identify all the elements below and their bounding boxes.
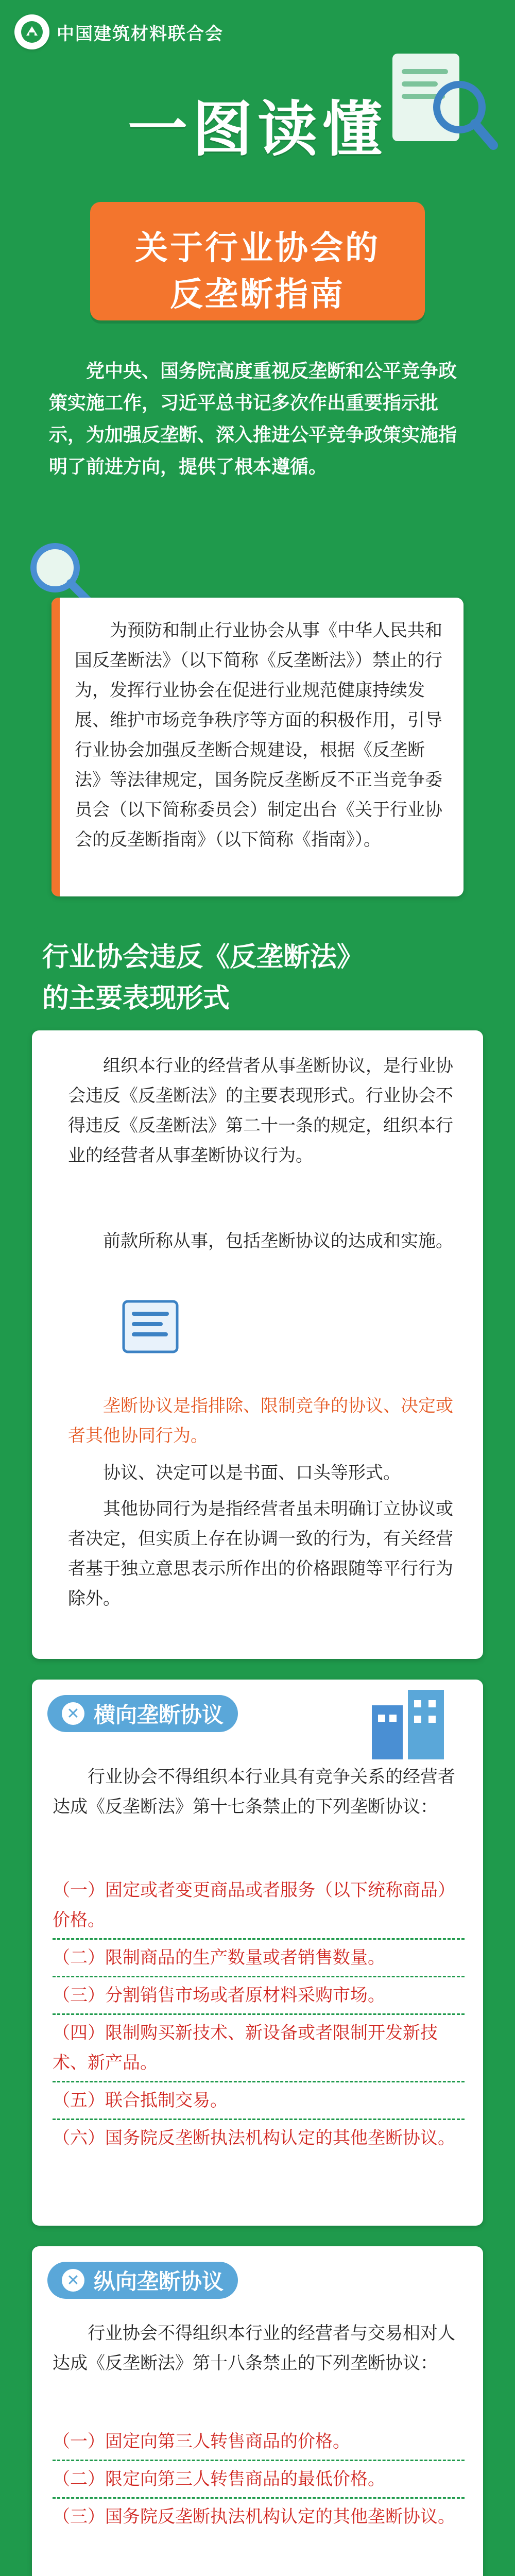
- item-divider: [53, 2119, 465, 2120]
- close-icon: ✕: [62, 1702, 84, 1725]
- item-divider: [53, 2497, 465, 2499]
- item-divider: [53, 2460, 465, 2461]
- banner-title-line-2: 反垄断指南: [170, 276, 345, 314]
- vertical-item-list: [53, 2427, 465, 2532]
- section1-title-line-1: 行业协会违反《反垄断法》: [42, 942, 364, 973]
- horizontal-badge: [47, 1695, 238, 1732]
- horizontal-item: （三）分割销售市场或者原材料采购市场。: [53, 1985, 385, 2006]
- background-paragraph: 为预防和制止行业协会从事《中华人民共和国反垄断法》（以下简称《反垄断法》）禁止的行为，发挥行业协会在促进行业规范健康持续发展、维护市场竞争秩序等方面的积极作用，引导行业协会加强反垄断合规建设，根据《反垄断法》等法律规定，国务院反垄断反不正当竞争委员会（以下简称委员会）制定出台《关于行业协会的反垄断指南》（以下简称《指南》）。: [75, 620, 442, 850]
- item-divider: [53, 1938, 465, 1940]
- horizontal-item: （一）固定或者变更商品或者服务（以下统称商品）价格。: [53, 1880, 455, 1930]
- buildings-icon: [367, 1685, 449, 1762]
- document-icon: [119, 1298, 181, 1355]
- hero-title: 一图读懂: [128, 95, 387, 164]
- horizontal-item: （二）限制商品的生产数量或者销售数量。: [53, 1947, 385, 1968]
- card-accent-edge: [52, 598, 60, 896]
- vertical-item: （一）固定向第三人转售商品的价格。: [53, 2431, 350, 2452]
- logo-text: 中国建筑材料联合会: [57, 23, 224, 44]
- document-magnifier-icon: [372, 44, 501, 158]
- section1-header: [32, 927, 504, 1028]
- section1-title-line-2: 的主要表现形式: [42, 983, 230, 1014]
- section1-paragraph-2: 前款所称从事，包括垄断协议的达成和实施。: [103, 1231, 453, 1251]
- banner-title-line-1: 关于行业协会的: [135, 229, 380, 267]
- background-card: [52, 598, 464, 896]
- item-divider: [53, 2013, 465, 2015]
- organization-logo: [14, 14, 224, 49]
- vertical-lead: 行业协会不得组织本行业的经营者与交易相对人达成《反垄断法》第十八条禁止的下列垄断协议：: [53, 2323, 455, 2374]
- section1-card: [32, 1030, 483, 1659]
- vertical-card: [32, 2246, 483, 2576]
- vertical-item: （三）国务院反垄断执法机构认定的其他垄断协议。: [53, 2506, 455, 2527]
- horizontal-badge-label: 横向垄断协议: [94, 1702, 224, 1727]
- section1-paragraph-4: 协议、决定可以是书面、口头等形式。: [103, 1463, 401, 1483]
- vertical-badge-label: 纵向垄断协议: [94, 2269, 224, 2294]
- close-icon: ✕: [62, 2269, 84, 2292]
- logo-icon: [14, 14, 49, 49]
- intro-paragraph: 党中央、国务院高度重视反垄断和公平竞争政策实施工作，习近平总书记多次作出重要指示批示，为加强反垄断、深入推进公平竞争政策实施指明了前进方向，提供了根本遵循。: [49, 361, 457, 478]
- section1-paragraph-3: 垄断协议是指排除、限制竞争的协议、决定或者其他协同行为。: [68, 1396, 453, 1446]
- horizontal-item: （五）联合抵制交易。: [53, 2090, 228, 2111]
- horizontal-card: [32, 1680, 483, 2226]
- horizontal-item-list: [53, 1875, 465, 2153]
- horizontal-item: （六）国务院反垄断执法机构认定的其他垄断协议。: [53, 2128, 455, 2148]
- horizontal-lead: 行业协会不得组织本行业具有竞争关系的经营者达成《反垄断法》第十七条禁止的下列垄断协议：: [53, 1767, 455, 1817]
- item-divider: [53, 2081, 465, 2082]
- title-banner: [90, 202, 425, 320]
- horizontal-item: （四）限制购买新技术、新设备或者限制开发新技术、新产品。: [53, 2023, 438, 2073]
- vertical-item: （二）限定向第三人转售商品的最低价格。: [53, 2469, 385, 2489]
- vertical-badge: [47, 2262, 238, 2299]
- item-divider: [53, 1976, 465, 1977]
- section1-paragraph-1: 组织本行业的经营者从事垄断协议，是行业协会违反《反垄断法》的主要表现形式。行业协会不得违反《反垄断法》第二十一条的规定，组织本行业的经营者从事垄断协议行为。: [68, 1056, 453, 1166]
- section1-paragraph-5: 其他协同行为是指经营者虽未明确订立协议或者决定，但实质上存在协调一致的行为，有关经营者基于独立意思表示所作出的价格跟随等平行行为除外。: [68, 1499, 453, 1609]
